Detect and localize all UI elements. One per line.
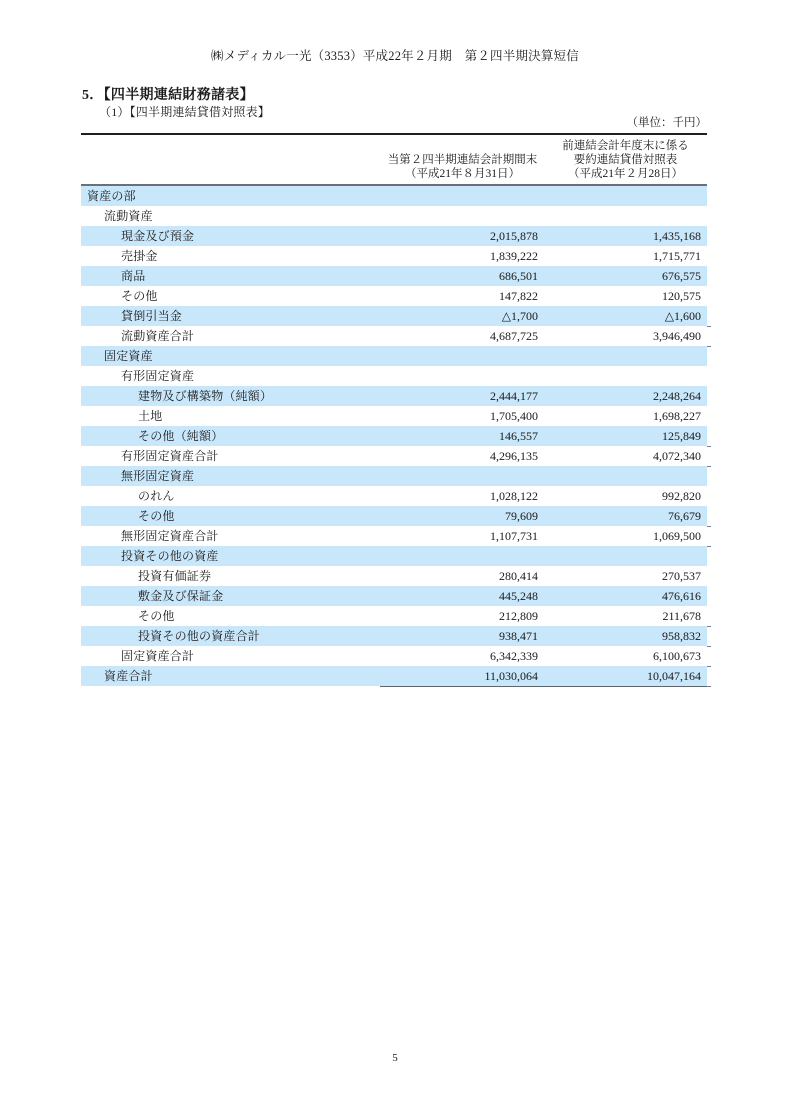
header-label-cell bbox=[81, 135, 381, 184]
table-row bbox=[81, 286, 707, 306]
column-header-previous-line3: （平成21年２月28日） bbox=[568, 168, 683, 180]
rule-edge-tick bbox=[707, 526, 711, 527]
table-row bbox=[81, 266, 707, 286]
row-value-previous: 4,072,340 bbox=[653, 449, 701, 463]
column-header-previous-line1: 前連結会計年度末に係る bbox=[562, 140, 689, 152]
row-label: 資産合計 bbox=[104, 669, 153, 683]
table-row bbox=[81, 426, 707, 446]
row-label: 固定資産 bbox=[104, 349, 153, 363]
column-header-current bbox=[381, 135, 544, 184]
row-value-previous bbox=[544, 186, 707, 206]
rule-edge-tick bbox=[707, 626, 711, 627]
row-label: 商品 bbox=[121, 269, 146, 283]
column-header-current-line2: 当第２四半期連結会計期間末 bbox=[387, 154, 538, 166]
table-row bbox=[81, 306, 707, 326]
table-row bbox=[81, 606, 707, 626]
table-row bbox=[81, 226, 707, 246]
row-value-previous: 676,575 bbox=[662, 269, 701, 283]
row-value-current: 1,028,122 bbox=[490, 489, 538, 503]
row-value-previous: 76,679 bbox=[668, 509, 701, 523]
row-value-previous bbox=[544, 546, 707, 566]
row-label: 貸倒引当金 bbox=[121, 309, 183, 323]
row-value-previous: 1,069,500 bbox=[653, 529, 701, 543]
balance-sheet-table bbox=[81, 133, 707, 686]
rule-edge-tick bbox=[707, 666, 711, 667]
table-row bbox=[81, 406, 707, 426]
row-value-previous: 3,946,490 bbox=[653, 329, 701, 343]
section-title: 5．【四半期連結財務諸表】 bbox=[82, 88, 254, 103]
row-value-current: 1,839,222 bbox=[490, 249, 538, 263]
column-header-current-line3: （平成21年８月31日） bbox=[405, 168, 520, 180]
row-value-current bbox=[381, 366, 544, 386]
rule-edge-tick bbox=[707, 466, 711, 467]
row-value-current: 4,687,725 bbox=[490, 329, 538, 343]
table-row bbox=[81, 586, 707, 606]
table-row bbox=[81, 446, 707, 466]
table-row bbox=[81, 246, 707, 266]
subsection-title: （1）【四半期連結貸借対照表】 bbox=[99, 105, 271, 119]
row-value-current: 280,414 bbox=[499, 569, 538, 583]
row-label: 投資その他の資産合計 bbox=[138, 629, 261, 643]
row-label: 資産の部 bbox=[87, 189, 136, 203]
row-label: その他（純額） bbox=[138, 429, 224, 443]
row-label: 投資その他の資産 bbox=[121, 549, 219, 563]
table-row bbox=[81, 466, 707, 486]
table-row bbox=[81, 526, 707, 546]
row-label: 敷金及び保証金 bbox=[138, 589, 224, 603]
table-row bbox=[81, 546, 707, 566]
row-value-current: 11,030,064 bbox=[484, 669, 538, 683]
row-value-current: 2,015,878 bbox=[490, 229, 538, 243]
row-value-current: 146,557 bbox=[499, 429, 538, 443]
table-row bbox=[81, 566, 707, 586]
row-label: 固定資産合計 bbox=[121, 649, 195, 663]
row-value-current: △1,700 bbox=[501, 309, 538, 323]
row-label: 現金及び預金 bbox=[121, 229, 195, 243]
row-value-previous: 120,575 bbox=[662, 289, 701, 303]
row-label: その他 bbox=[121, 289, 158, 303]
row-label: 有形固定資産合計 bbox=[121, 449, 219, 463]
unit-note: （単位：千円） bbox=[626, 117, 707, 129]
table-row bbox=[81, 386, 707, 406]
rule-edge-tick bbox=[707, 346, 711, 347]
row-value-previous: △1,600 bbox=[664, 309, 701, 323]
table-row bbox=[81, 486, 707, 506]
table-row bbox=[81, 346, 707, 366]
row-value-previous: 6,100,673 bbox=[653, 649, 701, 663]
row-label: のれん bbox=[138, 489, 175, 503]
column-header-previous-line2: 要約連結貸借対照表 bbox=[573, 154, 678, 166]
row-value-current: 4,296,135 bbox=[490, 449, 538, 463]
row-value-current: 212,809 bbox=[499, 609, 538, 623]
table-row bbox=[81, 626, 707, 646]
table-row bbox=[81, 186, 707, 206]
table-row bbox=[81, 646, 707, 666]
row-value-previous bbox=[544, 466, 707, 486]
row-value-current bbox=[381, 346, 544, 366]
row-value-current: 79,609 bbox=[505, 509, 538, 523]
row-label: 有形固定資産 bbox=[121, 369, 195, 383]
row-label: その他 bbox=[138, 509, 175, 523]
row-label: 建物及び構築物（純額） bbox=[138, 389, 273, 403]
table-row bbox=[81, 206, 707, 226]
running-header: ㈱メディカル一光（3353）平成22年２月期 第２四半期決算短信 bbox=[211, 49, 579, 63]
row-value-previous: 125,849 bbox=[662, 429, 701, 443]
table-row bbox=[81, 366, 707, 386]
row-value-current: 1,107,731 bbox=[490, 529, 538, 543]
rule-edge-tick bbox=[707, 326, 711, 327]
table-row bbox=[81, 506, 707, 526]
row-value-previous bbox=[544, 366, 707, 386]
row-value-current: 445,248 bbox=[499, 589, 538, 603]
row-label: 土地 bbox=[138, 409, 163, 423]
rule-edge-tick bbox=[707, 686, 711, 687]
table-row bbox=[81, 326, 707, 346]
row-value-previous: 2,248,264 bbox=[653, 389, 701, 403]
rule-edge-tick bbox=[707, 546, 711, 547]
row-value-current: 1,705,400 bbox=[490, 409, 538, 423]
row-label: 売掛金 bbox=[121, 249, 158, 263]
row-value-current: 6,342,339 bbox=[490, 649, 538, 663]
row-value-previous: 1,715,771 bbox=[653, 249, 701, 263]
row-value-previous: 10,047,164 bbox=[647, 669, 701, 683]
row-value-previous: 1,435,168 bbox=[653, 229, 701, 243]
row-value-current bbox=[381, 466, 544, 486]
row-value-current: 686,501 bbox=[499, 269, 538, 283]
table-body bbox=[81, 186, 707, 686]
row-label: 無形固定資産 bbox=[121, 469, 195, 483]
row-value-current: 938,471 bbox=[499, 629, 538, 643]
row-value-previous: 476,616 bbox=[662, 589, 701, 603]
row-label: その他 bbox=[138, 609, 175, 623]
row-label: 投資有価証券 bbox=[138, 569, 212, 583]
row-value-current bbox=[381, 186, 544, 206]
row-value-previous: 992,820 bbox=[662, 489, 701, 503]
row-value-previous: 958,832 bbox=[662, 629, 701, 643]
row-value-previous: 1,698,227 bbox=[653, 409, 701, 423]
column-header-previous bbox=[544, 135, 707, 184]
rule-edge-tick bbox=[707, 646, 711, 647]
page-number: 5 bbox=[392, 1052, 398, 1064]
row-value-current: 2,444,177 bbox=[490, 389, 538, 403]
row-label: 無形固定資産合計 bbox=[121, 529, 219, 543]
row-label: 流動資産 bbox=[104, 209, 153, 223]
row-value-previous bbox=[544, 346, 707, 366]
row-value-previous: 270,537 bbox=[662, 569, 701, 583]
table-row bbox=[81, 666, 707, 686]
rule-edge-tick bbox=[707, 446, 711, 447]
row-value-previous: 211,678 bbox=[662, 609, 701, 623]
row-value-previous bbox=[544, 206, 707, 226]
row-value-current: 147,822 bbox=[499, 289, 538, 303]
table-header-row bbox=[81, 135, 707, 184]
row-label: 流動資産合計 bbox=[121, 329, 195, 343]
row-value-current bbox=[381, 546, 544, 566]
row-value-current bbox=[381, 206, 544, 226]
